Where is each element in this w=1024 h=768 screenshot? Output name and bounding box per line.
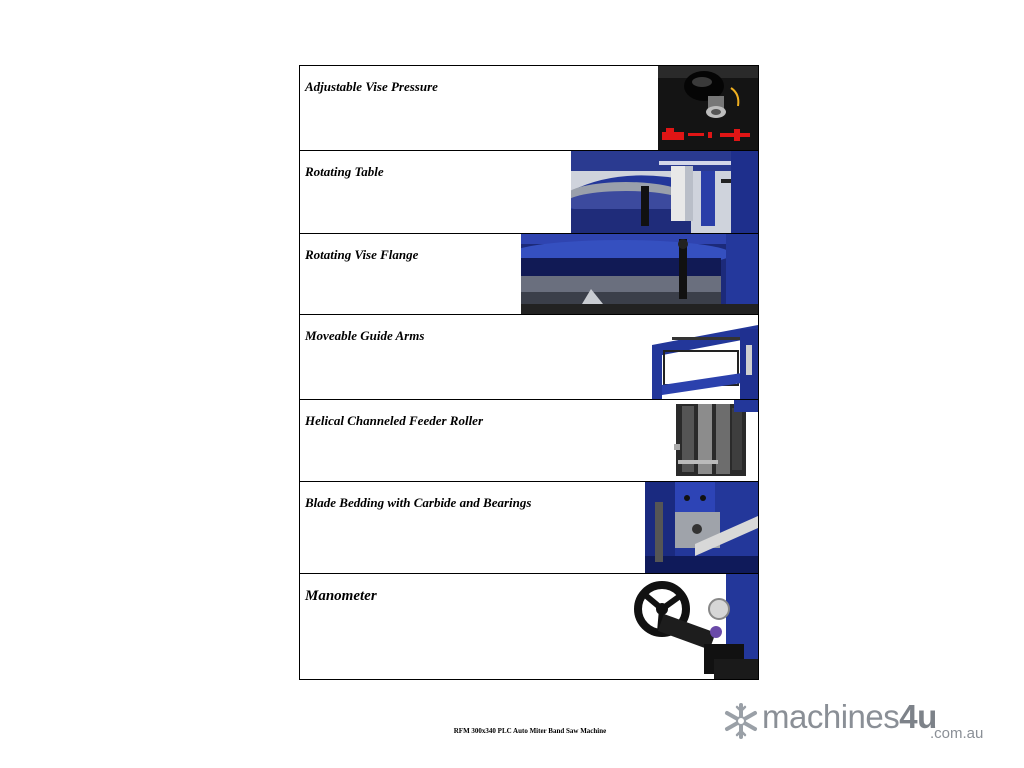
feature-row-rotating-table [300,151,758,234]
blade-bedding-photo [645,482,758,573]
feature-label: Moveable Guide Arms [305,328,425,343]
feature-row-rotating-vise-flange [300,234,758,315]
guide-arms-photo [652,315,758,399]
footer-caption: RFM 300x340 PLC Auto Miter Band Saw Machine [453,727,607,735]
feeder-roller-photo [668,400,758,481]
feature-row-feeder-roller [300,400,758,482]
feature-label: Blade Bedding with Carbide and Bearings [305,495,532,510]
vise-pressure-knob-photo [658,66,758,150]
logo-wordmark [762,698,937,736]
feature-label: Rotating Vise Flange [305,247,419,262]
feature-row-vise-pressure [300,66,758,151]
logo-name-part: machines [762,698,900,735]
logo-number-part: 4u [899,698,937,735]
snowflake-icon [722,702,760,740]
logo-domain: .com.au [930,725,984,742]
feature-row-manometer [300,574,758,679]
manometer-photo [634,574,758,679]
feature-row-guide-arms [300,315,758,400]
feature-row-blade-bedding [300,482,758,574]
feature-sheet [299,65,759,680]
feature-label: Helical Channeled Feeder Roller [305,413,484,428]
feature-label: Adjustable Vise Pressure [305,79,438,94]
rotating-table-photo [571,151,758,233]
machines4u-logo [722,700,992,748]
rotating-vise-flange-photo [521,234,758,314]
feature-label: Rotating Table [305,164,384,179]
feature-label: Manometer [305,588,377,604]
